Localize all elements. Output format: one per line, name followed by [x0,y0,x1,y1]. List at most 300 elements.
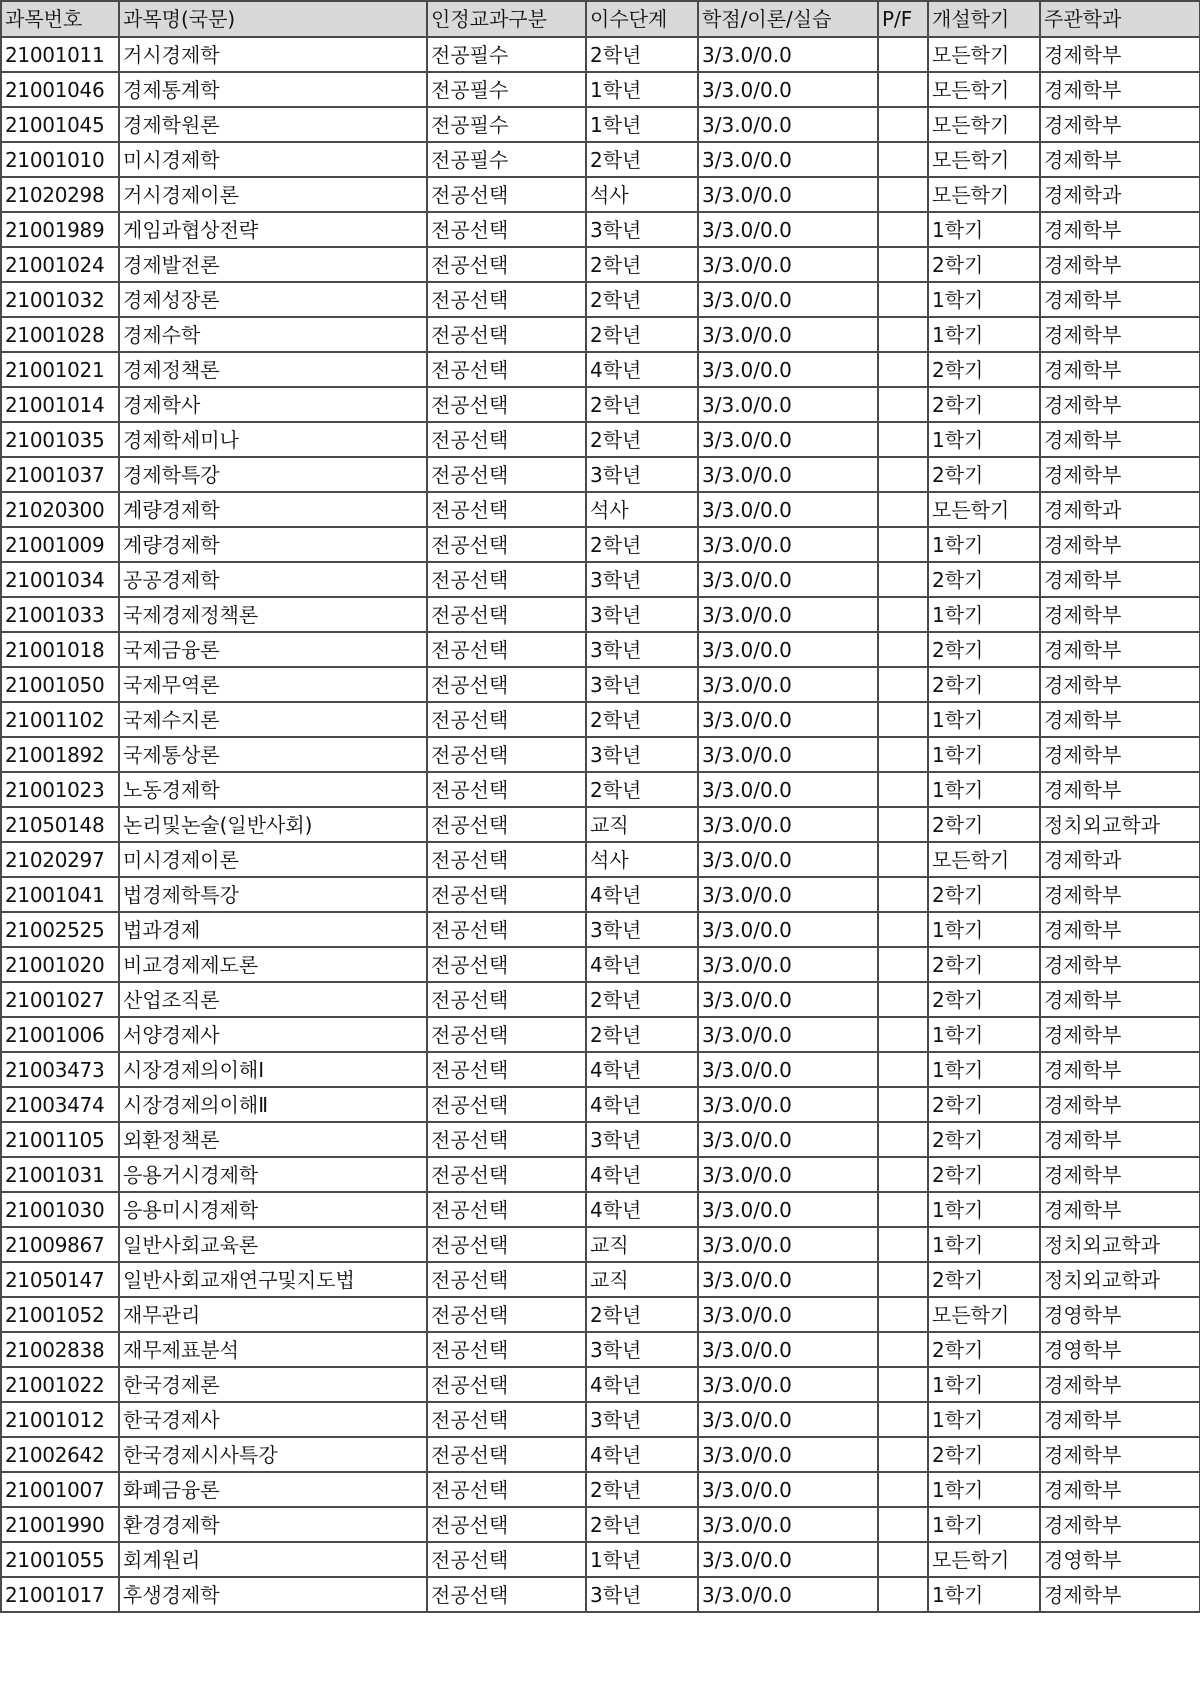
cell-category: 전공선택 [427,1297,586,1332]
cell-pass-fail [878,352,928,387]
cell-department: 경제학부 [1040,982,1200,1017]
cell-semester: 2학기 [928,1332,1040,1367]
cell-level: 4학년 [586,1437,698,1472]
cell-course-code: 21001024 [1,247,119,282]
cell-course-code: 21001046 [1,72,119,107]
cell-course-code: 21001006 [1,1017,119,1052]
cell-pass-fail [878,1122,928,1157]
cell-course-name: 법과경제 [119,912,427,947]
cell-course-code: 21001011 [1,37,119,72]
cell-course-name: 경제학특강 [119,457,427,492]
cell-course-code: 21001031 [1,1157,119,1192]
cell-course-code: 21020300 [1,492,119,527]
cell-level: 3학년 [586,1402,698,1437]
cell-category: 전공선택 [427,947,586,982]
cell-level: 2학년 [586,1507,698,1542]
cell-semester: 2학기 [928,1262,1040,1297]
cell-category: 전공선택 [427,1437,586,1472]
cell-credits: 3/3.0/0.0 [698,632,878,667]
cell-level: 3학년 [586,1122,698,1157]
cell-course-name: 재무제표분석 [119,1332,427,1367]
cell-department: 경제학과 [1040,492,1200,527]
cell-pass-fail [878,212,928,247]
cell-category: 전공선택 [427,842,586,877]
cell-course-name: 국제통상론 [119,737,427,772]
cell-credits: 3/3.0/0.0 [698,387,878,422]
cell-department: 경제학부 [1040,912,1200,947]
cell-category: 전공필수 [427,72,586,107]
cell-category: 전공선택 [427,1192,586,1227]
table-row [1,247,1200,282]
cell-semester: 2학기 [928,1087,1040,1122]
cell-course-name: 비교경제제도론 [119,947,427,982]
header-semester: 개설학기 [928,1,1040,37]
cell-course-name: 한국경제사 [119,1402,427,1437]
cell-course-code: 21020298 [1,177,119,212]
cell-department: 경제학부 [1040,877,1200,912]
cell-course-code: 21003474 [1,1087,119,1122]
cell-course-code: 21002642 [1,1437,119,1472]
cell-department: 경제학부 [1040,632,1200,667]
cell-course-name: 외환정책론 [119,1122,427,1157]
cell-credits: 3/3.0/0.0 [698,912,878,947]
table-row [1,1507,1200,1542]
cell-level: 2학년 [586,247,698,282]
cell-pass-fail [878,1052,928,1087]
table-row [1,632,1200,667]
cell-level: 1학년 [586,72,698,107]
cell-category: 전공선택 [427,177,586,212]
cell-pass-fail [878,107,928,142]
table-row [1,912,1200,947]
cell-credits: 3/3.0/0.0 [698,1332,878,1367]
cell-pass-fail [878,1157,928,1192]
cell-course-name: 일반사회교육론 [119,1227,427,1262]
cell-level: 교직 [586,1227,698,1262]
cell-course-code: 21001027 [1,982,119,1017]
cell-semester: 모든학기 [928,72,1040,107]
cell-semester: 1학기 [928,282,1040,317]
cell-semester: 2학기 [928,247,1040,282]
cell-semester: 1학기 [928,772,1040,807]
cell-semester: 1학기 [928,1507,1040,1542]
cell-category: 전공선택 [427,1052,586,1087]
table-row [1,1192,1200,1227]
cell-department: 경제학부 [1040,317,1200,352]
cell-semester: 2학기 [928,1122,1040,1157]
cell-pass-fail [878,1367,928,1402]
cell-pass-fail [878,982,928,1017]
table-body [1,37,1200,1612]
cell-level: 석사 [586,842,698,877]
cell-level: 2학년 [586,317,698,352]
cell-pass-fail [878,1297,928,1332]
cell-department: 경제학부 [1040,947,1200,982]
cell-department: 경제학부 [1040,667,1200,702]
table-row [1,1227,1200,1262]
table-row [1,387,1200,422]
cell-course-code: 21001105 [1,1122,119,1157]
cell-department: 경제학부 [1040,387,1200,422]
cell-course-code: 21001032 [1,282,119,317]
cell-category: 전공선택 [427,702,586,737]
cell-course-code: 21001034 [1,562,119,597]
cell-credits: 3/3.0/0.0 [698,177,878,212]
header-department: 주관학과 [1040,1,1200,37]
cell-category: 전공선택 [427,1122,586,1157]
cell-level: 교직 [586,807,698,842]
cell-category: 전공선택 [427,527,586,562]
cell-pass-fail [878,247,928,282]
cell-category: 전공선택 [427,1507,586,1542]
cell-pass-fail [878,1437,928,1472]
cell-category: 전공선택 [427,282,586,317]
table-row [1,667,1200,702]
cell-pass-fail [878,1227,928,1262]
cell-level: 4학년 [586,947,698,982]
cell-credits: 3/3.0/0.0 [698,1577,878,1612]
cell-semester: 1학기 [928,737,1040,772]
cell-semester: 1학기 [928,1017,1040,1052]
cell-course-name: 거시경제학 [119,37,427,72]
table-row [1,282,1200,317]
cell-course-name: 후생경제학 [119,1577,427,1612]
cell-category: 전공선택 [427,1227,586,1262]
cell-pass-fail [878,492,928,527]
cell-pass-fail [878,562,928,597]
table-row [1,527,1200,562]
cell-department: 경제학부 [1040,1157,1200,1192]
cell-pass-fail [878,947,928,982]
cell-semester: 모든학기 [928,842,1040,877]
cell-category: 전공선택 [427,772,586,807]
cell-course-name: 거시경제이론 [119,177,427,212]
cell-department: 정치외교학과 [1040,1227,1200,1262]
cell-department: 경제학부 [1040,247,1200,282]
cell-credits: 3/3.0/0.0 [698,142,878,177]
cell-category: 전공선택 [427,212,586,247]
cell-pass-fail [878,282,928,317]
table-row [1,1052,1200,1087]
cell-course-code: 21001010 [1,142,119,177]
table-row [1,1542,1200,1577]
cell-semester: 1학기 [928,1192,1040,1227]
cell-category: 전공선택 [427,387,586,422]
cell-level: 3학년 [586,457,698,492]
cell-category: 전공선택 [427,1472,586,1507]
cell-course-code: 21001007 [1,1472,119,1507]
cell-course-name: 시장경제의이해Ⅱ [119,1087,427,1122]
cell-level: 4학년 [586,1192,698,1227]
cell-course-code: 21001009 [1,527,119,562]
cell-course-code: 21001033 [1,597,119,632]
cell-pass-fail [878,877,928,912]
cell-level: 3학년 [586,562,698,597]
table-row [1,492,1200,527]
cell-credits: 3/3.0/0.0 [698,1262,878,1297]
header-course-name: 과목명(국문) [119,1,427,37]
cell-semester: 2학기 [928,982,1040,1017]
cell-credits: 3/3.0/0.0 [698,1157,878,1192]
table-row [1,317,1200,352]
cell-course-name: 국제금융론 [119,632,427,667]
cell-level: 2학년 [586,422,698,457]
cell-pass-fail [878,1332,928,1367]
cell-credits: 3/3.0/0.0 [698,527,878,562]
table-row [1,597,1200,632]
cell-department: 경제학부 [1040,1472,1200,1507]
cell-category: 전공선택 [427,912,586,947]
cell-department: 경제학부 [1040,1577,1200,1612]
cell-course-name: 경제학사 [119,387,427,422]
cell-department: 경영학부 [1040,1332,1200,1367]
table-row [1,142,1200,177]
cell-semester: 1학기 [928,702,1040,737]
cell-course-name: 게임과협상전략 [119,212,427,247]
table-row [1,457,1200,492]
cell-course-name: 경제성장론 [119,282,427,317]
cell-course-name: 환경경제학 [119,1507,427,1542]
table-row [1,1437,1200,1472]
cell-level: 4학년 [586,1157,698,1192]
cell-category: 전공선택 [427,1577,586,1612]
cell-department: 경제학부 [1040,142,1200,177]
cell-course-name: 계량경제학 [119,492,427,527]
table-row [1,212,1200,247]
cell-course-name: 산업조직론 [119,982,427,1017]
cell-category: 전공선택 [427,667,586,702]
cell-level: 2학년 [586,37,698,72]
cell-level: 석사 [586,492,698,527]
cell-pass-fail [878,72,928,107]
cell-credits: 3/3.0/0.0 [698,282,878,317]
cell-pass-fail [878,597,928,632]
cell-level: 2학년 [586,1297,698,1332]
cell-level: 2학년 [586,982,698,1017]
table-row [1,422,1200,457]
cell-semester: 2학기 [928,352,1040,387]
cell-credits: 3/3.0/0.0 [698,562,878,597]
table-row [1,107,1200,142]
cell-credits: 3/3.0/0.0 [698,702,878,737]
cell-semester: 모든학기 [928,492,1040,527]
cell-credits: 3/3.0/0.0 [698,772,878,807]
table-row [1,982,1200,1017]
table-row [1,807,1200,842]
cell-level: 3학년 [586,597,698,632]
cell-course-code: 21001055 [1,1542,119,1577]
cell-course-code: 21001045 [1,107,119,142]
cell-semester: 1학기 [928,1472,1040,1507]
cell-credits: 3/3.0/0.0 [698,107,878,142]
cell-category: 전공선택 [427,1017,586,1052]
cell-course-code: 21001017 [1,1577,119,1612]
cell-pass-fail [878,142,928,177]
header-pass-fail: P/F [878,1,928,37]
cell-course-name: 응용미시경제학 [119,1192,427,1227]
table-row [1,72,1200,107]
cell-semester: 모든학기 [928,142,1040,177]
table-row [1,772,1200,807]
cell-course-name: 경제학세미나 [119,422,427,457]
cell-department: 경제학부 [1040,1017,1200,1052]
cell-level: 1학년 [586,107,698,142]
cell-course-code: 21001037 [1,457,119,492]
table-row [1,1157,1200,1192]
cell-credits: 3/3.0/0.0 [698,1542,878,1577]
cell-semester: 2학기 [928,1157,1040,1192]
cell-department: 경제학부 [1040,1367,1200,1402]
cell-level: 4학년 [586,1367,698,1402]
cell-category: 전공필수 [427,142,586,177]
cell-level: 3학년 [586,737,698,772]
cell-course-name: 일반사회교재연구및지도법 [119,1262,427,1297]
cell-credits: 3/3.0/0.0 [698,72,878,107]
table-row [1,1122,1200,1157]
cell-level: 석사 [586,177,698,212]
cell-category: 전공필수 [427,37,586,72]
cell-level: 2학년 [586,1017,698,1052]
table-row [1,702,1200,737]
cell-level: 2학년 [586,772,698,807]
table-row [1,1297,1200,1332]
cell-category: 전공선택 [427,807,586,842]
cell-pass-fail [878,912,928,947]
cell-course-code: 21001990 [1,1507,119,1542]
cell-course-name: 법경제학특강 [119,877,427,912]
cell-pass-fail [878,1577,928,1612]
cell-credits: 3/3.0/0.0 [698,1052,878,1087]
cell-credits: 3/3.0/0.0 [698,737,878,772]
cell-level: 3학년 [586,667,698,702]
cell-semester: 1학기 [928,597,1040,632]
cell-level: 2학년 [586,527,698,562]
cell-course-code: 21001023 [1,772,119,807]
cell-department: 경제학부 [1040,282,1200,317]
cell-pass-fail [878,1542,928,1577]
cell-department: 경제학부 [1040,457,1200,492]
cell-semester: 2학기 [928,562,1040,597]
cell-course-name: 국제무역론 [119,667,427,702]
table-row [1,842,1200,877]
cell-course-code: 21001102 [1,702,119,737]
cell-pass-fail [878,842,928,877]
cell-department: 경영학부 [1040,1542,1200,1577]
cell-category: 전공선택 [427,1157,586,1192]
cell-course-code: 21001052 [1,1297,119,1332]
table-row [1,1577,1200,1612]
table-row [1,1017,1200,1052]
cell-pass-fail [878,1262,928,1297]
cell-level: 3학년 [586,912,698,947]
cell-department: 경제학부 [1040,352,1200,387]
cell-course-code: 21001012 [1,1402,119,1437]
table-row [1,1402,1200,1437]
cell-department: 경제학과 [1040,842,1200,877]
cell-course-code: 21020297 [1,842,119,877]
cell-semester: 1학기 [928,422,1040,457]
cell-semester: 2학기 [928,457,1040,492]
cell-credits: 3/3.0/0.0 [698,1367,878,1402]
cell-course-name: 응용거시경제학 [119,1157,427,1192]
table-row [1,1472,1200,1507]
cell-credits: 3/3.0/0.0 [698,982,878,1017]
cell-semester: 2학기 [928,807,1040,842]
cell-semester: 2학기 [928,947,1040,982]
cell-course-name: 회계원리 [119,1542,427,1577]
cell-level: 2학년 [586,387,698,422]
cell-semester: 1학기 [928,1227,1040,1262]
cell-level: 2학년 [586,142,698,177]
cell-course-name: 미시경제학 [119,142,427,177]
cell-course-code: 21002838 [1,1332,119,1367]
cell-course-name: 경제발전론 [119,247,427,282]
cell-semester: 1학기 [928,1402,1040,1437]
cell-department: 경제학부 [1040,1052,1200,1087]
cell-department: 경영학부 [1040,1297,1200,1332]
cell-credits: 3/3.0/0.0 [698,842,878,877]
header-row [1,1,1200,37]
cell-semester: 2학기 [928,387,1040,422]
cell-department: 경제학부 [1040,527,1200,562]
cell-course-code: 21050148 [1,807,119,842]
cell-department: 경제학부 [1040,772,1200,807]
cell-category: 전공선택 [427,247,586,282]
cell-course-name: 논리및논술(일반사회) [119,807,427,842]
cell-semester: 1학기 [928,1052,1040,1087]
cell-category: 전공선택 [427,737,586,772]
cell-level: 4학년 [586,877,698,912]
cell-course-code: 21009867 [1,1227,119,1262]
cell-pass-fail [878,1402,928,1437]
cell-course-code: 21001030 [1,1192,119,1227]
cell-course-name: 공공경제학 [119,562,427,597]
cell-course-name: 경제정책론 [119,352,427,387]
cell-semester: 1학기 [928,527,1040,562]
cell-pass-fail [878,1087,928,1122]
cell-course-code: 21001041 [1,877,119,912]
cell-category: 전공선택 [427,457,586,492]
cell-pass-fail [878,807,928,842]
cell-pass-fail [878,457,928,492]
cell-semester: 모든학기 [928,107,1040,142]
table-row [1,1262,1200,1297]
cell-category: 전공선택 [427,597,586,632]
cell-course-name: 미시경제이론 [119,842,427,877]
cell-pass-fail [878,527,928,562]
table-row [1,1367,1200,1402]
cell-semester: 1학기 [928,912,1040,947]
table-row [1,1332,1200,1367]
cell-course-name: 한국경제론 [119,1367,427,1402]
cell-semester: 2학기 [928,1437,1040,1472]
cell-credits: 3/3.0/0.0 [698,212,878,247]
cell-category: 전공선택 [427,1402,586,1437]
cell-pass-fail [878,1017,928,1052]
cell-semester: 2학기 [928,632,1040,667]
cell-department: 경제학부 [1040,737,1200,772]
table-row [1,352,1200,387]
cell-department: 경제학부 [1040,1087,1200,1122]
cell-level: 3학년 [586,632,698,667]
cell-course-code: 21001989 [1,212,119,247]
cell-course-name: 시장경제의이해Ⅰ [119,1052,427,1087]
cell-course-name: 계량경제학 [119,527,427,562]
cell-level: 1학년 [586,1542,698,1577]
table-row [1,947,1200,982]
cell-course-code: 21002525 [1,912,119,947]
cell-semester: 2학기 [928,667,1040,702]
